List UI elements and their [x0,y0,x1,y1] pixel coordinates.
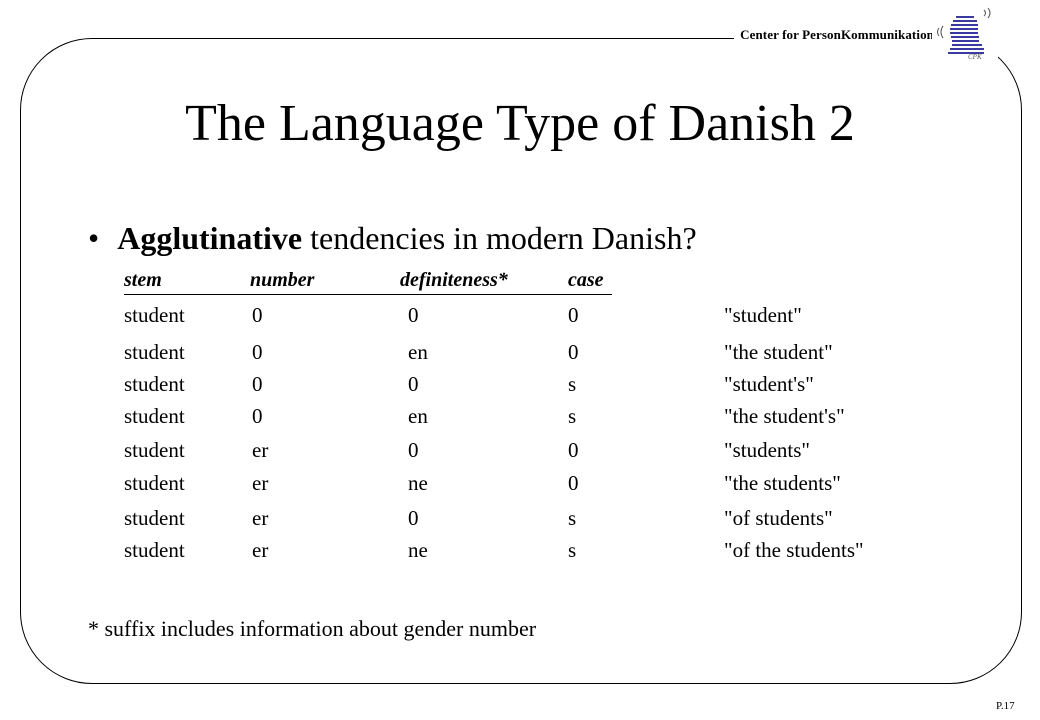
header-definiteness: definiteness* [400,269,508,291]
cell-case: s [568,372,577,396]
cell-number: 0 [252,372,263,396]
logo-text: CPK [968,53,982,61]
cell-stem: student [124,303,185,327]
bullet-icon: • [88,220,100,256]
cell-case: 0 [568,340,579,364]
header-underline [124,294,612,295]
bullet-bold-term: Agglutinative [117,220,303,256]
page-number: P.17 [996,700,1015,712]
cell-number: 0 [252,340,263,364]
cell-case: 0 [568,438,579,462]
bullet-text: tendencies in modern Danish? [302,220,697,256]
cell-stem: student [124,404,185,428]
cell-gloss: "the students" [724,471,841,495]
cell-number: er [252,538,269,562]
cell-definiteness: en [408,404,428,428]
header-case: case [568,269,604,291]
cell-gloss: "student's" [724,372,814,396]
cell-number: er [252,471,269,495]
cell-gloss: "students" [724,438,810,462]
cell-definiteness: 0 [408,372,419,396]
cell-stem: student [124,538,185,562]
cell-stem: student [124,438,185,462]
cell-stem: student [124,471,185,495]
cell-number: 0 [252,404,263,428]
cpk-logo-icon [932,6,998,68]
cell-gloss: "student" [724,303,802,327]
cell-definiteness: ne [408,538,428,562]
cell-stem: student [124,372,185,396]
cell-number: er [252,438,269,462]
header-stem: stem [124,269,162,291]
header-number: number [250,269,315,291]
cell-number: 0 [252,303,263,327]
cell-definiteness: 0 [408,506,419,530]
cell-stem: student [124,340,185,364]
slide-title: The Language Type of Danish 2 [185,95,855,152]
cell-definiteness: 0 [408,438,419,462]
cell-number: er [252,506,269,530]
footnote: * suffix includes information about gender number [88,616,537,641]
cell-case: 0 [568,303,579,327]
cell-definiteness: 0 [408,303,419,327]
bullet-point [88,218,697,258]
center-label: Center for PersonKommunikation [734,27,940,43]
cell-gloss: "of students" [724,506,833,530]
cell-case: s [568,506,577,530]
cell-gloss: "the student" [724,340,833,364]
cell-case: s [568,538,577,562]
cell-definiteness: ne [408,471,428,495]
cell-stem: student [124,506,185,530]
cell-gloss: "the student's" [724,404,845,428]
cell-definiteness: en [408,340,428,364]
cell-case: 0 [568,471,579,495]
cell-gloss: "of the students" [724,538,864,562]
cell-case: s [568,404,577,428]
